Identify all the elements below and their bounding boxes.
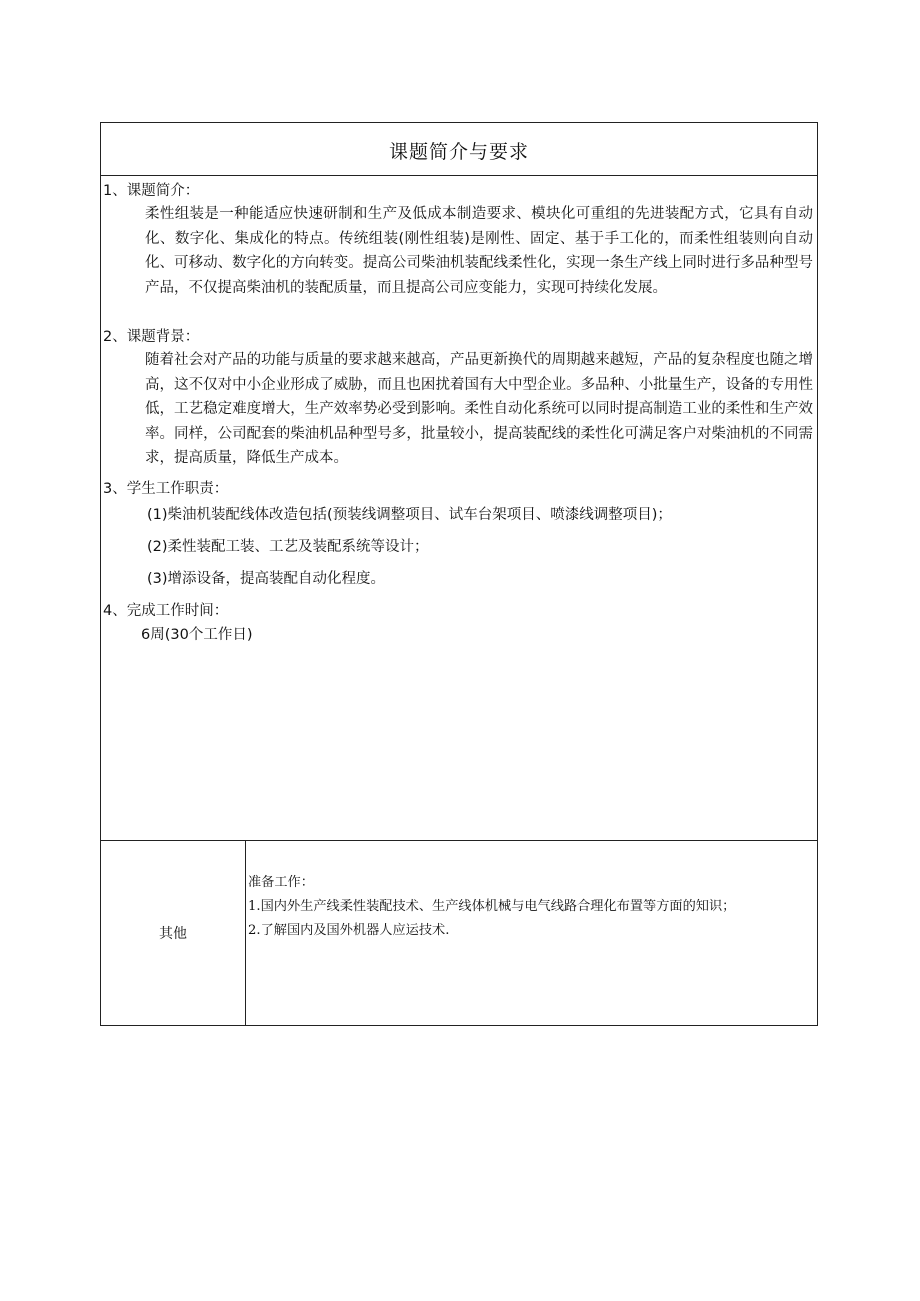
content-cell — [101, 175, 817, 841]
completion-time-value: 6周(30个工作日) — [141, 627, 253, 643]
duty-item-3: (3)增添设备，提高装配自动化程度。 — [147, 571, 386, 587]
other-content-cell — [246, 841, 817, 1025]
form-title: 课题简介与要求 — [388, 140, 529, 163]
topic-form-table — [100, 122, 818, 1026]
duty-item-1: (1)柴油机装配线体改造包括(预装线调整项目、试车台架项目、喷漆线调整项目)； — [147, 507, 672, 523]
section4-heading: 4、完成工作时间： — [103, 603, 229, 619]
section2-heading: 2、课题背景： — [103, 329, 200, 345]
title-row — [101, 123, 817, 176]
preparation-heading: 准备工作： — [248, 875, 314, 890]
preparation-item-1: 1.国内外生产线柔性装配技术、生产线体机械与电气线路合理化布置等方面的知识； — [248, 899, 736, 914]
section1-body: 柔性组装是一种能适应快速研制和生产及低成本制造要求、模块化可重组的先进装配方式，它具有自动化、数字化、集成化的特点。传统组装(刚性组装)是刚性、固定、基于手工化的，而柔性组装则向自动化、可移动、数字化的方向转变。提高公司柴油机装配线柔性化，实现一条生产线上同时进行多品种型号产品，不仅提高柴油机的装配质量，而且提高公司应变能力，实现可持续化发展。 — [145, 206, 813, 296]
other-row — [101, 841, 817, 1025]
other-label-cell — [101, 841, 246, 1025]
duty-item-2: (2)柔性装配工装、工艺及装配系统等设计； — [147, 539, 429, 555]
other-label: 其他 — [159, 926, 187, 942]
preparation-item-2: 2.了解国内及国外机器人应运技术. — [248, 923, 450, 938]
section1-heading: 1、课题简介： — [103, 183, 200, 199]
section3-heading: 3、学生工作职责： — [103, 481, 229, 497]
section2-body: 随着社会对产品的功能与质量的要求越来越高，产品更新换代的周期越来越短，产品的复杂程度也随之增高，这不仅对中小企业形成了威胁，而且也困扰着国有大中型企业。多品种、小批量生产，设备的专用性低，工艺稳定难度增大，生产效率势必受到影响。柔性自动化系统可以同时提高制造工业的柔性和生产效率。同样，公司配套的柴油机品种型号多，批量较小，提高装配线的柔性化可满足客户对柴油机的不同需求，提高质量，降低生产成本。 — [145, 352, 813, 467]
